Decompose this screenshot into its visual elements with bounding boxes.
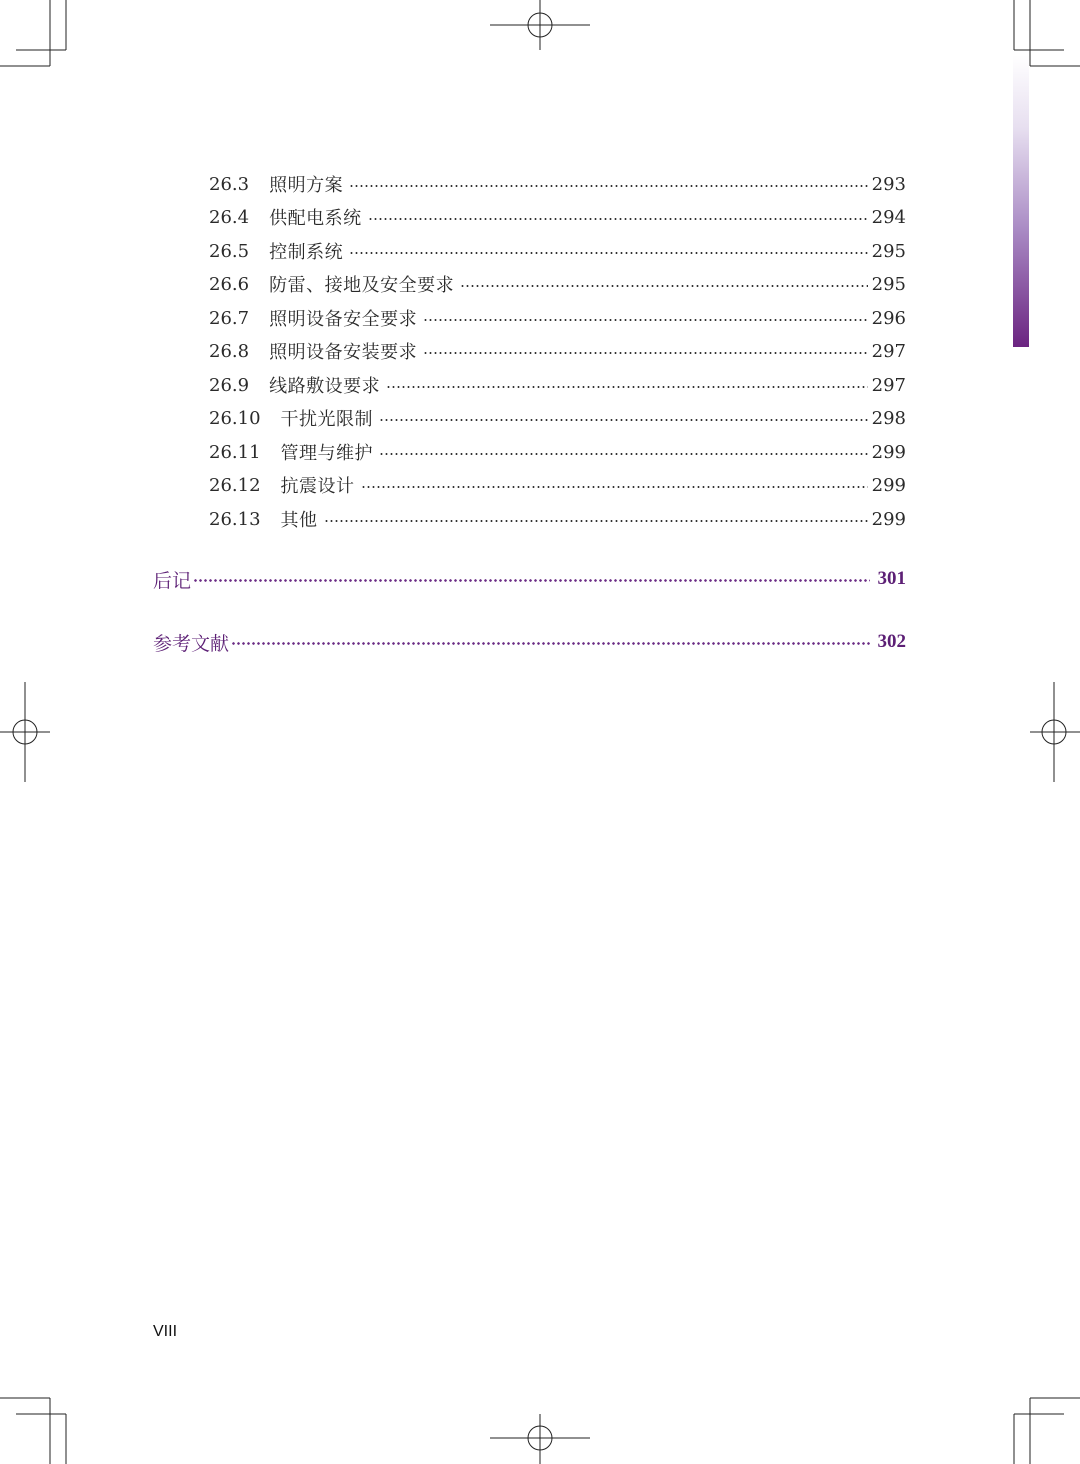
toc-entry-title: 照明设备安全要求 (269, 309, 418, 330)
dot-leader (349, 252, 868, 254)
toc-entry-number: 26.4 (209, 206, 250, 228)
toc-entry-title: 供配电系统 (269, 208, 362, 229)
toc-entry-number: 26.8 (209, 340, 250, 362)
dot-leader (379, 453, 868, 455)
toc-entry-title: 线路敷设要求 (269, 376, 381, 397)
dot-leader (361, 486, 868, 488)
toc-entry-page: 297 (871, 340, 906, 362)
toc-entry-page: 295 (871, 273, 906, 295)
toc-entry-page: 299 (871, 474, 906, 496)
toc-entry[interactable] (209, 169, 906, 199)
toc-main-entry-title: 后记 (153, 569, 192, 592)
toc-entry-number: 26.7 (209, 307, 250, 329)
toc-entry-page: 293 (871, 173, 906, 195)
toc-entry-title: 控制系统 (269, 242, 344, 263)
toc-entry[interactable] (209, 470, 906, 500)
toc-main-entry-references[interactable] (153, 627, 906, 657)
dot-leader (423, 319, 868, 321)
toc-entry-page: 296 (871, 307, 906, 329)
dot-leader (386, 386, 868, 388)
dot-leader (193, 579, 869, 582)
toc-main-entry-page: 301 (877, 568, 906, 589)
toc-entry-page: 299 (871, 508, 906, 530)
toc-entry-number: 26.11 (209, 441, 261, 463)
toc-main-entry-afterword[interactable] (153, 564, 906, 594)
toc-entry-title: 管理与维护 (280, 443, 374, 464)
toc-main-entry-page: 302 (877, 631, 906, 652)
toc-entry-number: 26.10 (209, 407, 261, 429)
toc-entry-page: 298 (871, 407, 906, 429)
toc-main-entry-title: 参考文献 (153, 632, 230, 655)
dot-leader (368, 218, 868, 220)
toc-entry[interactable] (209, 202, 906, 232)
dot-leader (423, 352, 868, 354)
toc-entry[interactable] (209, 403, 906, 433)
toc-entry[interactable] (209, 336, 906, 366)
toc-entry-number: 26.5 (209, 240, 250, 262)
toc-entry-title: 照明设备安装要求 (269, 342, 418, 363)
dot-leader (379, 419, 868, 421)
toc-entry-page: 294 (871, 206, 906, 228)
toc-entry-title: 防雷、接地及安全要求 (269, 275, 455, 296)
dot-leader (349, 185, 868, 187)
toc-entry-number: 26.13 (209, 508, 261, 530)
page-folio: VIII (153, 1323, 178, 1340)
dot-leader (460, 285, 868, 287)
toc-entry-page: 299 (871, 441, 906, 463)
toc-entry-title: 抗震设计 (280, 476, 355, 497)
toc-entry[interactable] (209, 303, 906, 333)
toc-entry-number: 26.6 (209, 273, 250, 295)
toc-entry-title: 其他 (280, 510, 318, 531)
chapter-thumb-tab (1013, 55, 1029, 347)
toc-entry-number: 26.12 (209, 474, 261, 496)
dot-leader (231, 642, 869, 645)
toc-entry[interactable] (209, 269, 906, 299)
dot-leader (324, 520, 868, 522)
toc-entry[interactable] (209, 236, 906, 266)
toc-entry-page: 295 (871, 240, 906, 262)
toc-entry-title: 干扰光限制 (280, 409, 374, 430)
toc-entry[interactable] (209, 437, 906, 467)
toc-entry-page: 297 (871, 374, 906, 396)
toc-entry[interactable] (209, 504, 906, 534)
toc-entry-number: 26.9 (209, 374, 250, 396)
toc-entry[interactable] (209, 370, 906, 400)
toc-entry-number: 26.3 (209, 173, 250, 195)
toc-entry-title: 照明方案 (269, 175, 344, 196)
